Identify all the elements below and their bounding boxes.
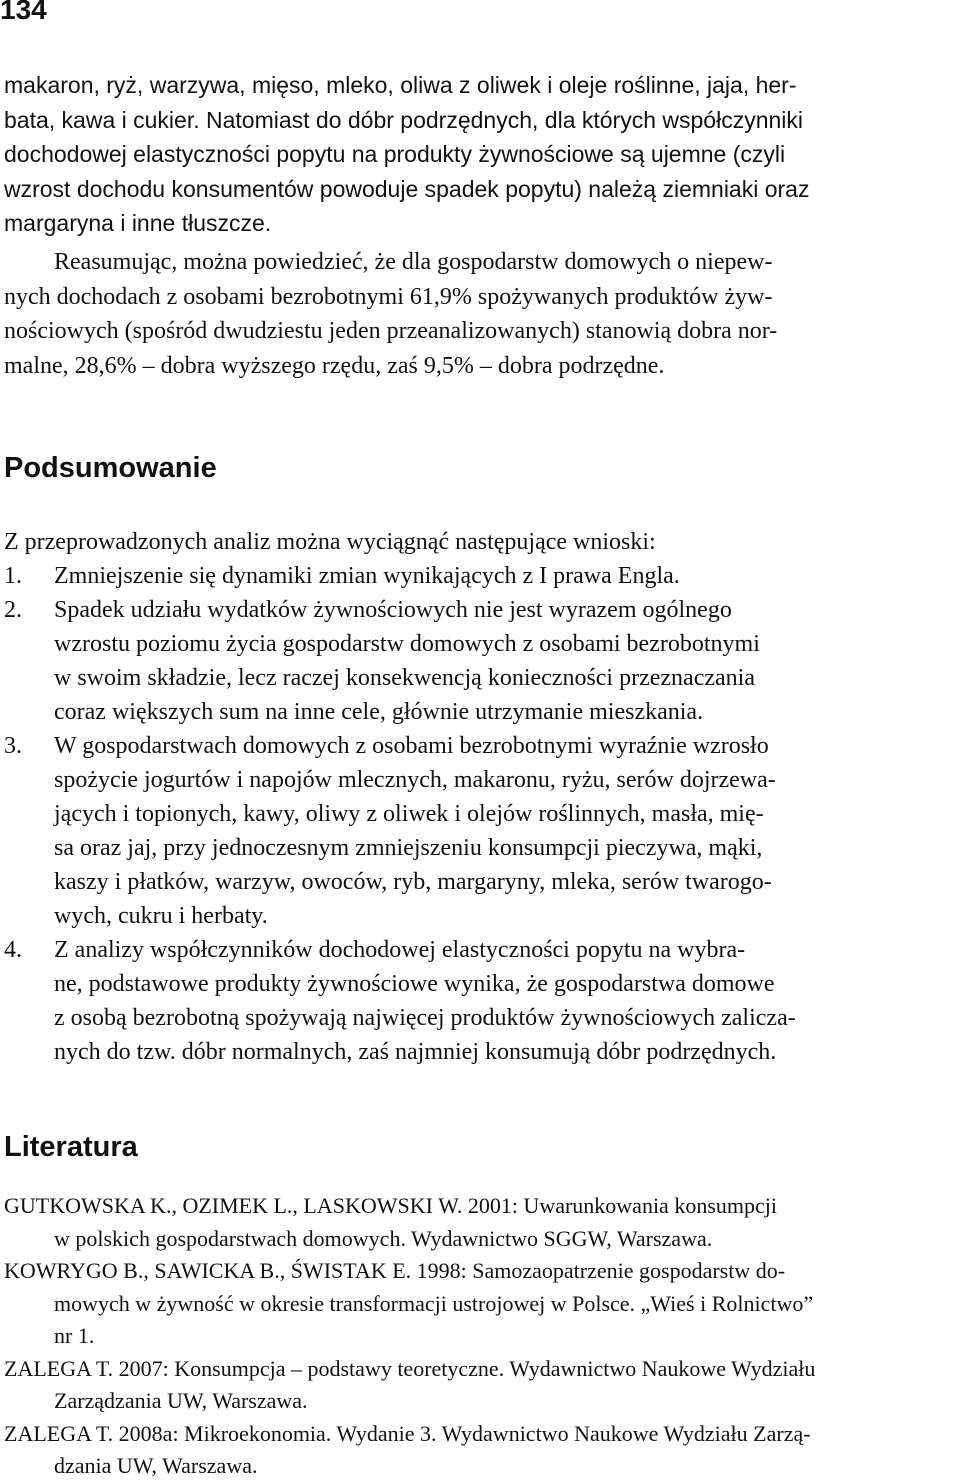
text-line: wzrostu poziomu życia gospodarstw domowych z osobami bezrobotnymi bbox=[54, 631, 760, 657]
reference-line: mowych w żywność w okresie transformacji ustrojowej w Polsce. „Wieś i Rolnictwo” bbox=[54, 1290, 814, 1316]
reference-line: ZALEGA T. 2007: Konsumpcja – podstawy teoretyczne. Wydawnictwo Naukowe Wydziału bbox=[4, 1355, 816, 1381]
reference-entry bbox=[4, 1255, 956, 1353]
text-line: z osobą bezrobotną spożywają najwięcej produktów żywnościowych zalicza- bbox=[54, 1005, 796, 1031]
text-line: ne, podstawowe produkty żywnościowe wynika, że gospodarstwa domowe bbox=[54, 971, 775, 997]
text-line: Reasumując, można powiedzieć, że dla gospodarstw domowych o niepew- bbox=[54, 249, 773, 275]
text-line: Z analizy współczynników dochodowej elastyczności popytu na wybra- bbox=[54, 937, 746, 963]
text-line: coraz większych sum na inne cele, głównie utrzymanie mieszkania. bbox=[54, 699, 704, 725]
list-item bbox=[4, 559, 956, 593]
conclusions-list bbox=[4, 525, 956, 1069]
reference-line: KOWRYGO B., SAWICKA B., ŚWISTAK E. 1998: Samozaopatrzenie gospodarstw do- bbox=[4, 1258, 786, 1283]
list-number: 3. bbox=[4, 733, 22, 759]
text-line: makaron, ryż, warzywa, mięso, mleko, oliwa z oliwek i oleje roślinne, jaja, her- bbox=[4, 72, 797, 98]
summary-paragraph bbox=[4, 245, 956, 383]
section-heading-literature: Literatura bbox=[4, 1131, 138, 1163]
reference-line: w polskich gospodarstwach domowych. Wydawnictwo SGGW, Warszawa. bbox=[54, 1225, 713, 1251]
list-item bbox=[4, 593, 956, 729]
reference-entry bbox=[4, 1353, 956, 1418]
reference-line: GUTKOWSKA K., OZIMEK L., LASKOWSKI W. 2001: Uwarunkowania konsumpcji bbox=[4, 1193, 777, 1218]
text-line: nościowych (spośród dwudziestu jeden przeanalizowanych) stanowią dobra nor- bbox=[4, 318, 778, 344]
reference-entry bbox=[4, 1190, 956, 1255]
text-line: nych do tzw. dóbr normalnych, zaś najmniej konsumują dóbr podrzędnych. bbox=[54, 1039, 777, 1065]
text-line: wych, cukru i herbaty. bbox=[54, 903, 268, 929]
text-line: dochodowej elastyczności popytu na produkty żywnościowe są ujemne (czyli bbox=[4, 141, 786, 167]
list-item bbox=[4, 729, 956, 933]
reference-line: dzania UW, Warszawa. bbox=[54, 1453, 258, 1478]
page-number: 134 bbox=[0, 0, 47, 25]
reference-entry bbox=[4, 1418, 956, 1483]
text-line: w swoim składzie, lecz raczej konsekwencją konieczności przeznaczania bbox=[54, 665, 755, 691]
text-line: wzrost dochodu konsumentów powoduje spadek popytu) należą ziemniaki oraz bbox=[4, 175, 810, 202]
text-line: kaszy i płatków, warzyw, owoców, ryb, margaryny, mleka, serów twarogo- bbox=[54, 869, 772, 895]
text-line: spożycie jogurtów i napojów mlecznych, makaronu, ryżu, serów dojrzewa- bbox=[54, 767, 776, 793]
section-heading-summary: Podsumowanie bbox=[4, 452, 217, 484]
list-item bbox=[4, 933, 956, 1069]
text-line: sa oraz jaj, przy jednoczesnym zmniejszeniu konsumpcji pieczywa, mąki, bbox=[54, 835, 763, 861]
reference-line: Zarządzania UW, Warszawa. bbox=[54, 1388, 308, 1413]
text-line: jących i topionych, kawy, oliwy z oliwek i olejów roślinnych, masła, mię- bbox=[54, 801, 764, 827]
text-line: margaryna i inne tłuszcze. bbox=[4, 210, 272, 236]
text-line: Zmniejszenie się dynamiki zmian wynikających z I prawa Engla. bbox=[54, 563, 680, 589]
list-number: 4. bbox=[4, 937, 22, 963]
text-line: Spadek udziału wydatków żywnościowych nie jest wyrazem ogólnego bbox=[54, 597, 732, 623]
list-number: 2. bbox=[4, 597, 22, 623]
text-line: malne, 28,6% – dobra wyższego rzędu, zaś 9,5% – dobra podrzędne. bbox=[4, 352, 665, 379]
text-line: W gospodarstwach domowych z osobami bezrobotnymi wyraźnie wzrosło bbox=[54, 733, 769, 759]
list-intro: Z przeprowadzonych analiz można wyciągnąć następujące wnioski: bbox=[4, 529, 656, 555]
list-number: 1. bbox=[4, 563, 22, 589]
references-list bbox=[4, 1190, 956, 1483]
reference-line: ZALEGA T. 2008a: Mikroekonomia. Wydanie 3. Wydawnictwo Naukowe Wydziału Zarzą- bbox=[4, 1420, 811, 1446]
text-line: nych dochodach z osobami bezrobotnymi 61,9% spożywanych produktów żyw- bbox=[4, 283, 773, 310]
text-line: bata, kawa i cukier. Natomiast do dóbr podrzędnych, dla których współczynniki bbox=[4, 106, 804, 133]
reference-line: nr 1. bbox=[54, 1323, 95, 1348]
intro-paragraph bbox=[4, 68, 956, 241]
